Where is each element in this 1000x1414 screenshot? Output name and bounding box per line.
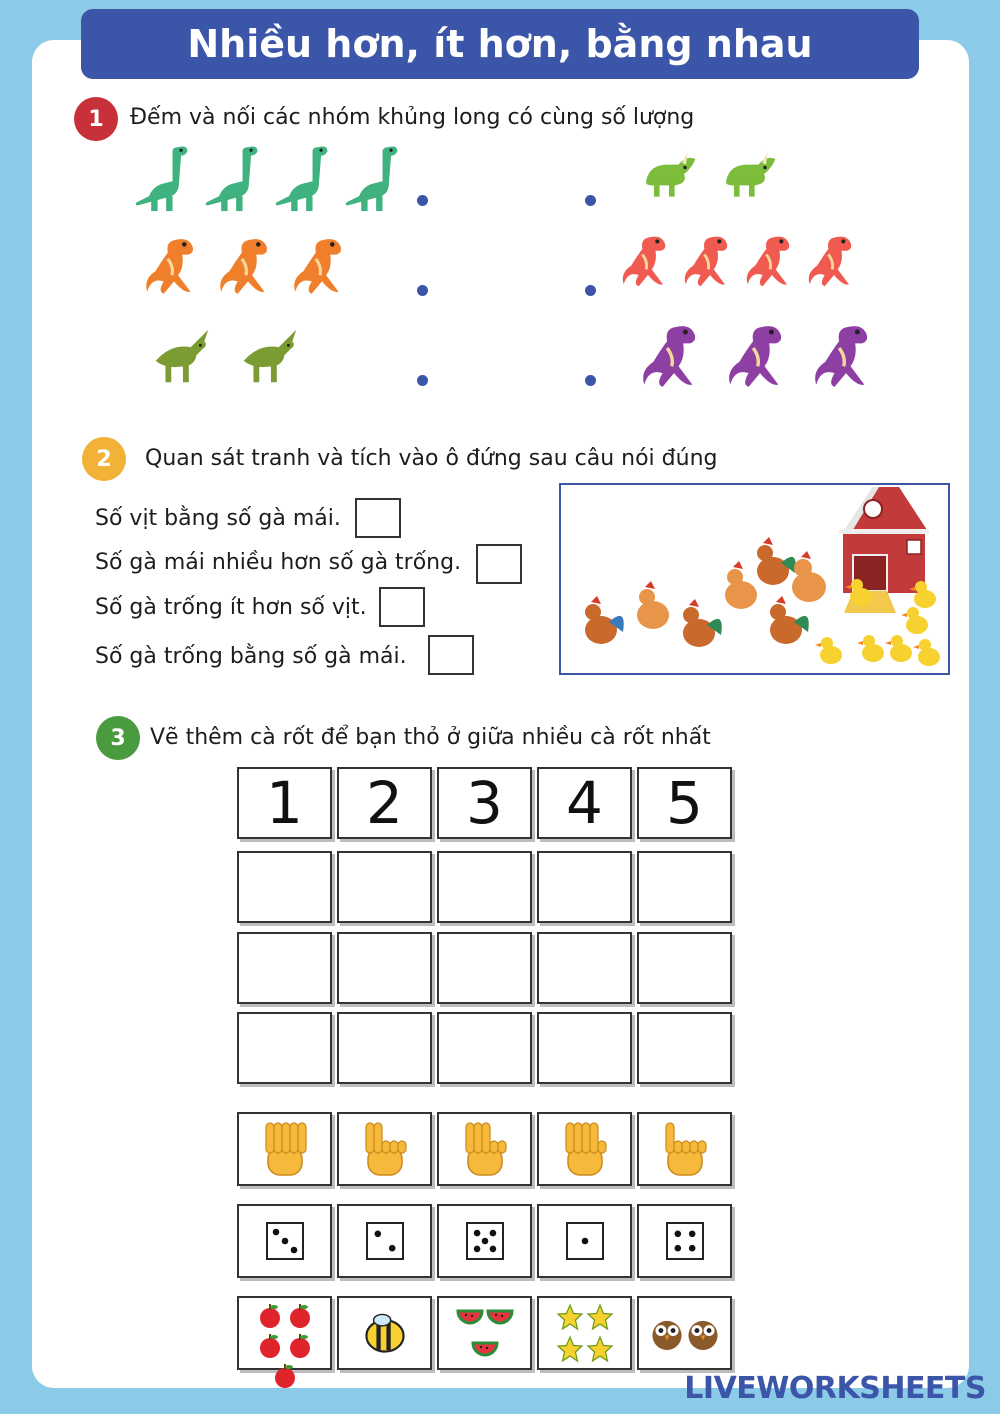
owl-icon bbox=[650, 1314, 684, 1352]
finger-cell-4 bbox=[537, 1112, 632, 1186]
dino-group-right-3 bbox=[634, 316, 886, 396]
triceratops-dinosaur-icon bbox=[712, 142, 786, 208]
hand-4-fingers-icon bbox=[550, 1119, 620, 1179]
dice-cell-5 bbox=[637, 1204, 732, 1278]
match-dot-left-1[interactable] bbox=[417, 195, 428, 206]
long-neck-dinosaur-icon bbox=[342, 140, 406, 216]
brand-logo: LIVEWORKSHEETS bbox=[684, 1371, 986, 1406]
number-cell-3 bbox=[437, 767, 532, 839]
statement-1: Số vịt bằng số gà mái. bbox=[95, 506, 341, 531]
finger-cell-1 bbox=[237, 1112, 332, 1186]
drawing-cell-r3-c5[interactable] bbox=[637, 1012, 732, 1084]
drawing-cell-r2-c5[interactable] bbox=[637, 932, 732, 1004]
dice-cell-2 bbox=[337, 1204, 432, 1278]
crested-dinosaur-icon bbox=[228, 322, 310, 390]
die-3-icon bbox=[265, 1221, 305, 1261]
purple-rex-dinosaur-icon bbox=[720, 316, 800, 396]
number-label: 4 bbox=[566, 769, 603, 837]
question-1-badge: 1 bbox=[74, 97, 118, 141]
watermelon-icon bbox=[471, 1335, 499, 1363]
owl-icon bbox=[686, 1314, 720, 1352]
crested-dinosaur-icon bbox=[140, 322, 222, 390]
number-label: 2 bbox=[366, 769, 403, 837]
hand-1-fingers-icon bbox=[650, 1119, 720, 1179]
number-label: 5 bbox=[666, 769, 703, 837]
number-cell-2 bbox=[337, 767, 432, 839]
dice-cell-3 bbox=[437, 1204, 532, 1278]
drawing-cell-r1-c1[interactable] bbox=[237, 851, 332, 923]
farm-picture bbox=[559, 483, 950, 675]
star-icon bbox=[556, 1335, 584, 1363]
apple-icon bbox=[256, 1332, 284, 1360]
die-1-icon bbox=[565, 1221, 605, 1261]
answer-checkbox-4[interactable] bbox=[428, 635, 474, 675]
match-dot-right-3[interactable] bbox=[585, 375, 596, 386]
orange-rex-dinosaur-icon bbox=[288, 230, 356, 302]
long-neck-dinosaur-icon bbox=[132, 140, 196, 216]
dino-group-right-2 bbox=[620, 224, 862, 298]
drawing-cell-r3-c1[interactable] bbox=[237, 1012, 332, 1084]
red-rex-dinosaur-icon bbox=[682, 224, 738, 298]
number-cell-4 bbox=[537, 767, 632, 839]
picture-cell-4 bbox=[537, 1296, 632, 1370]
star-icon bbox=[586, 1335, 614, 1363]
red-rex-dinosaur-icon bbox=[806, 224, 862, 298]
answer-checkbox-3[interactable] bbox=[379, 587, 425, 627]
finger-cell-2 bbox=[337, 1112, 432, 1186]
watermelon-icon bbox=[486, 1303, 514, 1331]
apple-icon bbox=[286, 1302, 314, 1330]
question-3-badge: 3 bbox=[96, 716, 140, 760]
farm-illustration bbox=[561, 485, 948, 673]
purple-rex-dinosaur-icon bbox=[806, 316, 886, 396]
hand-3-fingers-icon bbox=[450, 1119, 520, 1179]
number-cell-5 bbox=[637, 767, 732, 839]
apple-icon bbox=[286, 1332, 314, 1360]
question-2-text: Quan sát tranh và tích vào ô đứng sau câu nói đúng bbox=[145, 446, 718, 471]
drawing-cell-r1-c3[interactable] bbox=[437, 851, 532, 923]
triceratops-dinosaur-icon bbox=[632, 142, 706, 208]
drawing-cell-r1-c4[interactable] bbox=[537, 851, 632, 923]
drawing-cell-r3-c4[interactable] bbox=[537, 1012, 632, 1084]
answer-checkbox-2[interactable] bbox=[476, 544, 522, 584]
picture-cell-3 bbox=[437, 1296, 532, 1370]
purple-rex-dinosaur-icon bbox=[634, 316, 714, 396]
drawing-cell-r1-c2[interactable] bbox=[337, 851, 432, 923]
finger-cell-5 bbox=[637, 1112, 732, 1186]
finger-cell-3 bbox=[437, 1112, 532, 1186]
drawing-cell-r3-c3[interactable] bbox=[437, 1012, 532, 1084]
bee-icon bbox=[362, 1313, 408, 1353]
question-3-text: Vẽ thêm cà rốt để bạn thỏ ở giữa nhiều cà rốt nhất bbox=[150, 725, 711, 750]
orange-rex-dinosaur-icon bbox=[140, 230, 208, 302]
hand-2-fingers-icon bbox=[350, 1119, 420, 1179]
dice-cell-1 bbox=[237, 1204, 332, 1278]
question-2-badge: 2 bbox=[82, 437, 126, 481]
drawing-cell-r2-c3[interactable] bbox=[437, 932, 532, 1004]
hand-5-fingers-icon bbox=[250, 1119, 320, 1179]
star-icon bbox=[586, 1303, 614, 1331]
statement-4: Số gà trống bằng số gà mái. bbox=[95, 644, 407, 669]
drawing-cell-r1-c5[interactable] bbox=[637, 851, 732, 923]
statement-3: Số gà trống ít hơn số vịt. bbox=[95, 595, 367, 620]
die-2-icon bbox=[365, 1221, 405, 1261]
dino-group-right-1 bbox=[632, 142, 786, 208]
drawing-cell-r2-c4[interactable] bbox=[537, 932, 632, 1004]
number-cell-1 bbox=[237, 767, 332, 839]
page-title: Nhiều hơn, ít hơn, bằng nhau bbox=[81, 9, 919, 79]
chickens bbox=[585, 537, 826, 647]
number-label: 3 bbox=[466, 769, 503, 837]
apple-icon bbox=[256, 1302, 284, 1330]
match-dot-right-2[interactable] bbox=[585, 285, 596, 296]
picture-cell-1 bbox=[237, 1296, 332, 1370]
answer-checkbox-1[interactable] bbox=[355, 498, 401, 538]
statement-2: Số gà mái nhiều hơn số gà trống. bbox=[95, 550, 462, 575]
star-icon bbox=[556, 1303, 584, 1331]
picture-cell-2 bbox=[337, 1296, 432, 1370]
die-4-icon bbox=[665, 1221, 705, 1261]
dino-group-left-2 bbox=[140, 230, 356, 302]
red-rex-dinosaur-icon bbox=[744, 224, 800, 298]
dino-group-left-3 bbox=[140, 322, 310, 390]
question-1-text: Đếm và nối các nhóm khủng long có cùng số lượng bbox=[130, 105, 695, 130]
red-rex-dinosaur-icon bbox=[620, 224, 676, 298]
orange-rex-dinosaur-icon bbox=[214, 230, 282, 302]
long-neck-dinosaur-icon bbox=[272, 140, 336, 216]
drawing-cell-r2-c1[interactable] bbox=[237, 932, 332, 1004]
match-dot-left-3[interactable] bbox=[417, 375, 428, 386]
die-5-icon bbox=[465, 1221, 505, 1261]
dino-group-left-1 bbox=[132, 140, 406, 216]
match-dot-left-2[interactable] bbox=[417, 285, 428, 296]
drawing-cell-r3-c2[interactable] bbox=[337, 1012, 432, 1084]
dice-cell-4 bbox=[537, 1204, 632, 1278]
watermelon-icon bbox=[456, 1303, 484, 1331]
long-neck-dinosaur-icon bbox=[202, 140, 266, 216]
match-dot-right-1[interactable] bbox=[585, 195, 596, 206]
number-label: 1 bbox=[266, 769, 303, 837]
picture-cell-5 bbox=[637, 1296, 732, 1370]
apple-icon bbox=[271, 1362, 299, 1390]
drawing-cell-r2-c2[interactable] bbox=[337, 932, 432, 1004]
